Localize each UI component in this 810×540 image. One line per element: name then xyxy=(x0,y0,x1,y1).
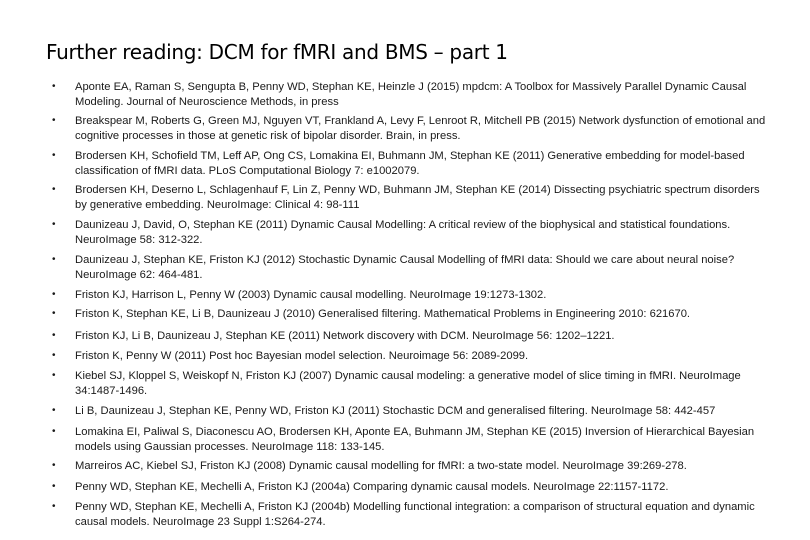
reference-text: Brodersen KH, Schofield TM, Leff AP, Ong CS, Lomakina EI, Buhmann JM, Stephan KE (2011) Generative embedding for model-based classification of fMRI data. PLoS Computational Biology 7: e1002079. xyxy=(75,150,745,177)
reference-item xyxy=(52,480,772,495)
reference-text: Breakspear M, Roberts G, Green MJ, Nguyen VT, Frankland A, Levy F, Lenroot R, Mitchell PB (2015) Network dysfunction of emotional and cognitive processes in those at genetic risk of bipolar disorder. Brain, in press. xyxy=(75,115,766,142)
slide-title: Further reading: DCM for fMRI and BMS – part 1 xyxy=(46,40,508,64)
reference-text: Lomakina EI, Paliwal S, Diaconescu AO, Brodersen KH, Aponte EA, Buhmann JM, Stephan KE (2015) Inversion of Hierarchical Bayesian models using Gaussian processes. NeuroImage 118: 133-145. xyxy=(75,426,755,453)
bullet-icon: • xyxy=(52,426,56,437)
bullet-icon: • xyxy=(52,184,56,195)
reference-text: Brodersen KH, Deserno L, Schlagenhauf F, Lin Z, Penny WD, Buhmann JM, Stephan KE (2014) Dissecting psychiatric spectrum disorders by generative embedding. NeuroImage: Clinical 4: 98-111 xyxy=(75,184,760,211)
reference-item xyxy=(52,500,772,529)
bullet-icon: • xyxy=(52,501,56,512)
reference-text: Friston K, Stephan KE, Li B, Daunizeau J (2010) Generalised filtering. Mathematical Problems in Engineering 2010: 621670. xyxy=(75,308,691,320)
reference-item xyxy=(52,218,772,247)
reference-item xyxy=(52,349,772,364)
reference-item xyxy=(52,307,772,322)
reference-item xyxy=(52,329,772,344)
reference-item xyxy=(52,114,772,143)
reference-item xyxy=(52,288,772,303)
bullet-icon: • xyxy=(52,481,56,492)
reference-text: Li B, Daunizeau J, Stephan KE, Penny WD, Friston KJ (2011) Stochastic DCM and generalised filtering. NeuroImage 58: 442-457 xyxy=(75,405,716,417)
reference-text: Friston KJ, Harrison L, Penny W (2003) Dynamic causal modelling. NeuroImage 19:1273-1302. xyxy=(75,289,547,301)
reference-text: Aponte EA, Raman S, Sengupta B, Penny WD, Stephan KE, Heinzle J (2015) mpdcm: A Toolbox for Massively Parallel Dynamic Causal Modeling. Journal of Neuroscience Methods, in press xyxy=(75,81,747,108)
reference-item xyxy=(52,369,772,398)
reference-item xyxy=(52,183,772,212)
bullet-icon: • xyxy=(52,370,56,381)
reference-text: Penny WD, Stephan KE, Mechelli A, Friston KJ (2004a) Comparing dynamic causal models. NeuroImage 22:1157-1172. xyxy=(75,481,669,493)
bullet-icon: • xyxy=(52,254,56,265)
bullet-icon: • xyxy=(52,219,56,230)
reference-item xyxy=(52,149,772,178)
bullet-icon: • xyxy=(52,289,56,300)
reference-item xyxy=(52,253,772,282)
reference-item xyxy=(52,404,772,419)
reference-text: Daunizeau J, Stephan KE, Friston KJ (2012) Stochastic Dynamic Causal Modelling of fMRI data: Should we care about neural noise? NeuroImage 62: 464-481. xyxy=(75,254,735,281)
bullet-icon: • xyxy=(52,115,56,126)
reference-item xyxy=(52,459,772,474)
bullet-icon: • xyxy=(52,308,56,319)
reference-text: Kiebel SJ, Kloppel S, Weiskopf N, Friston KJ (2007) Dynamic causal modeling: a generative model of slice timing in fMRI. NeuroImage 34:1487-1496. xyxy=(75,370,741,397)
reference-text: Penny WD, Stephan KE, Mechelli A, Friston KJ (2004b) Modelling functional integration: a comparison of structural equation and dynamic causal models. NeuroImage 23 Suppl 1:S264-274. xyxy=(75,501,755,528)
reference-item xyxy=(52,80,772,109)
reference-text: Daunizeau J, David, O, Stephan KE (2011) Dynamic Causal Modelling: A critical review of the biophysical and statistical foundations. NeuroImage 58: 312-322. xyxy=(75,219,731,246)
bullet-icon: • xyxy=(52,350,56,361)
reference-item xyxy=(52,425,772,454)
bullet-icon: • xyxy=(52,460,56,471)
bullet-icon: • xyxy=(52,81,56,92)
reference-text: Friston KJ, Li B, Daunizeau J, Stephan KE (2011) Network discovery with DCM. NeuroImage 56: 1202–1221. xyxy=(75,330,615,342)
bullet-icon: • xyxy=(52,330,56,341)
bullet-icon: • xyxy=(52,150,56,161)
bullet-icon: • xyxy=(52,405,56,416)
reference-text: Marreiros AC, Kiebel SJ, Friston KJ (2008) Dynamic causal modelling for fMRI: a two-state model. NeuroImage 39:269-278. xyxy=(75,460,687,472)
reference-text: Friston K, Penny W (2011) Post hoc Bayesian model selection. Neuroimage 56: 2089-2099. xyxy=(75,350,529,362)
